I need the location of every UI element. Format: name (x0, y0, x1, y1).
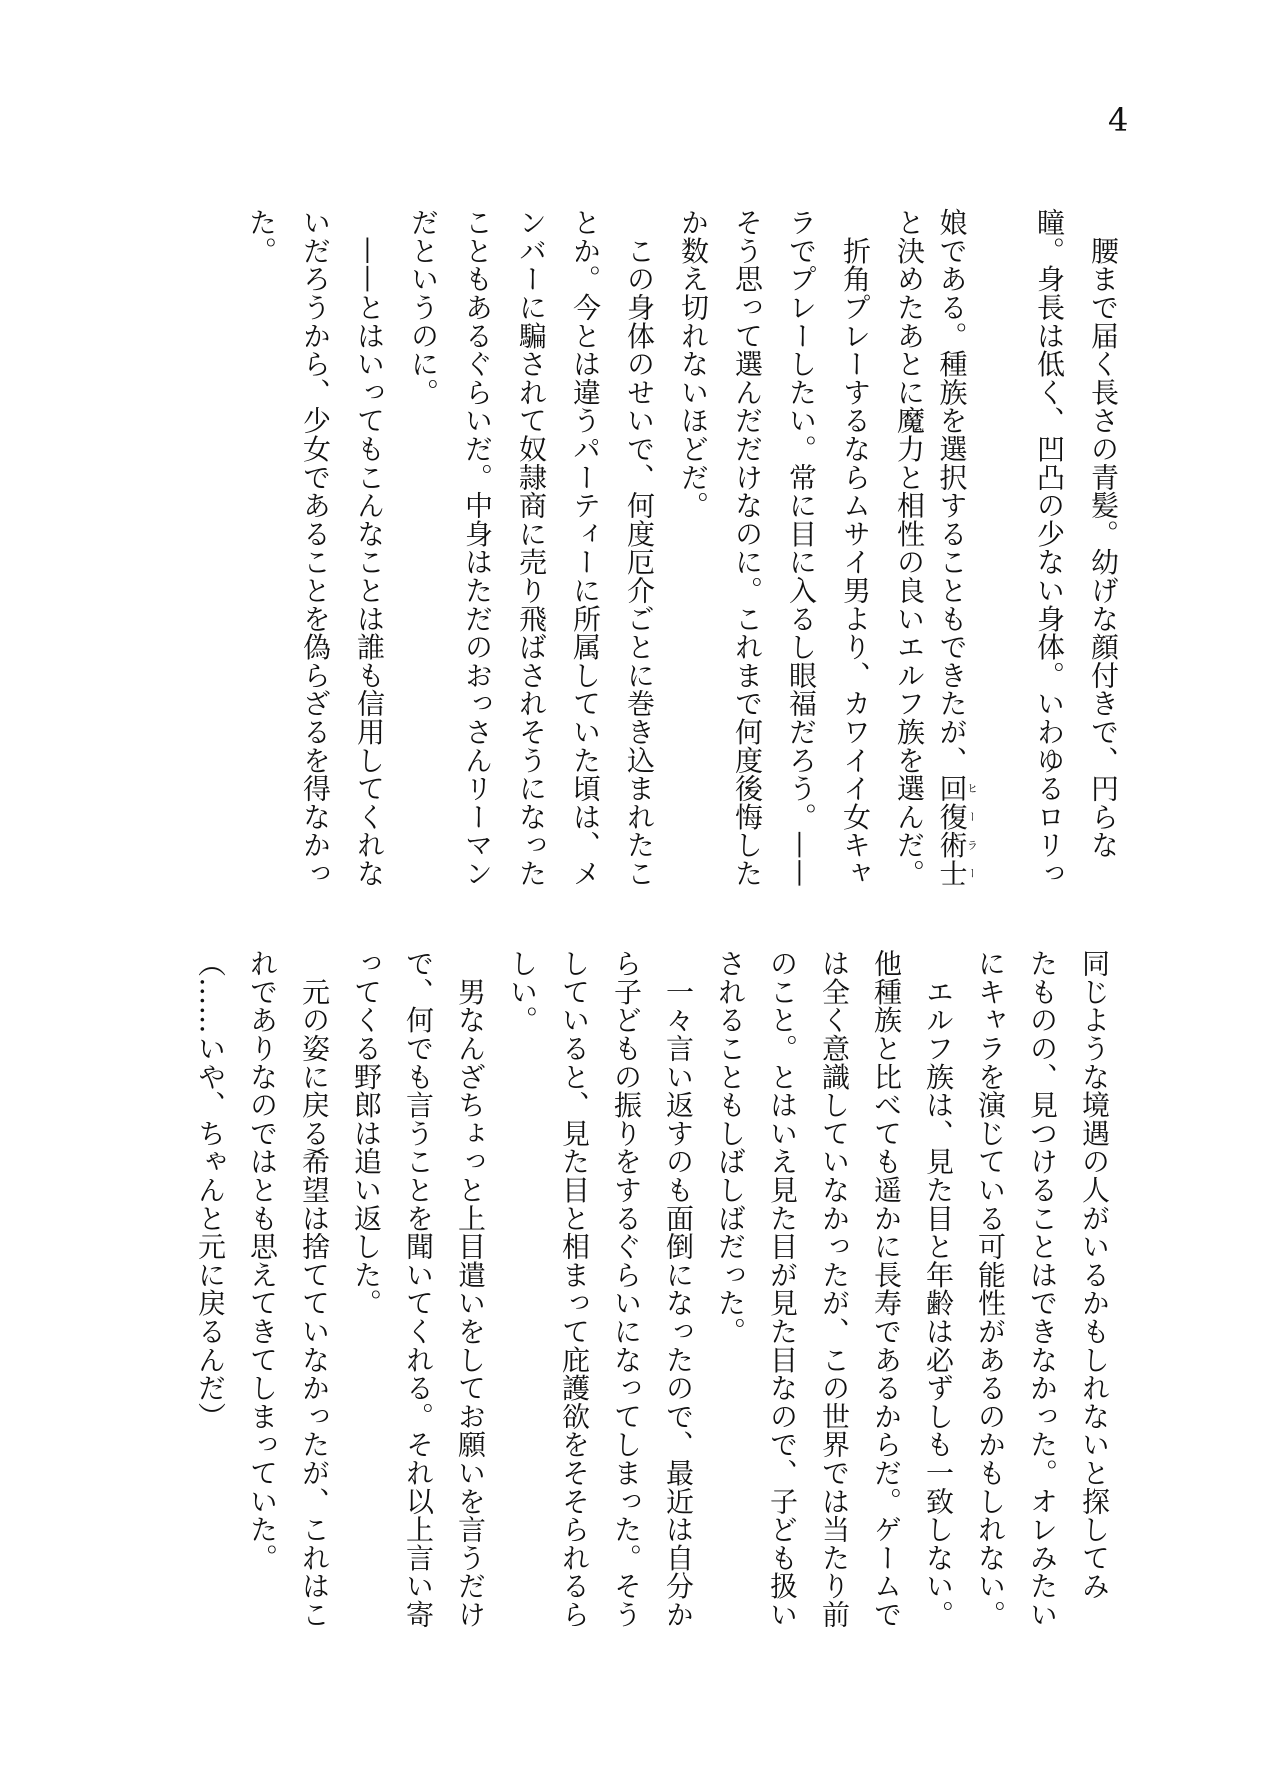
upper-paragraph-line: だというのに。 (407, 208, 440, 407)
upper-paragraph-line: この身体のせいで、何度厄介ごとに巻き込まれたこ (623, 208, 656, 888)
upper-paragraph-line: いだろうから、少女であることを偽らざるを得なかっ (299, 208, 332, 888)
lower-paragraph-line: されることもしばしばだった。 (714, 949, 747, 1346)
lower-paragraph-line: 元の姿に戻る希望は捨てていなかったが、これはこ (298, 949, 331, 1629)
line-text: 娘である。種族を選択することもできたが、 (935, 208, 969, 774)
ruby-annotation: 回復術士ヒーラー (935, 774, 979, 888)
upper-paragraph-line: ンバーに騙されて奴隷商に売り飛ばされそうになった (515, 208, 548, 888)
upper-paragraph-line: とか。今とは違うパーティーに所属していた頃は、メ (569, 208, 602, 888)
lower-paragraph-line: していると、見た目と相まって庇護欲をそそられるら (558, 949, 591, 1629)
upper-paragraph-line (935, 208, 979, 888)
lower-paragraph-line: 同じような境遇の人がいるかもしれないと探してみ (1078, 949, 1111, 1600)
lower-paragraph-line: ってくる野郎は追い返した。 (350, 949, 383, 1317)
upper-paragraph-line: 折角プレーするならムサイ男より、カワイイ女キャ (839, 208, 872, 888)
lower-paragraph-line: は全く意識していなかったが、この世界では当たり前 (818, 949, 851, 1629)
upper-paragraph-line: と決めたあとに魔力と相性の良いエルフ族を選んだ。 (893, 208, 926, 888)
page-number: 4 (1108, 101, 1129, 139)
upper-paragraph-line: た。 (245, 208, 278, 265)
upper-paragraph-line: そう思って選んだだけなのに。これまで何度後悔した (731, 208, 764, 888)
lower-paragraph-line: 一々言い返すのも面倒になったので、最近は自分か (662, 949, 695, 1629)
lower-paragraph-line: 男なんざちょっと上目遣いをしてお願いを言うだけ (454, 949, 487, 1629)
lower-paragraph-line: ら子どもの振りをするぐらいになってしまった。そう (610, 949, 643, 1629)
lower-paragraph-line: エルフ族は、見た目と年齢は必ずしも一致しない。 (922, 949, 955, 1629)
lower-paragraph-line: たものの、見つけることはできなかった。オレみたい (1026, 949, 1059, 1629)
upper-paragraph-line: ラでプレーしたい。常に目に入るし眼福だろう。—— (785, 208, 818, 888)
upper-paragraph-line: 腰まで届く長さの青髪。幼げな顔付きで、円らな (1087, 208, 1120, 859)
lower-paragraph-line: （……いや、ちゃんと元に戻るんだ） (194, 949, 227, 1431)
upper-paragraph-line: か数え切れないほどだ。 (677, 208, 710, 520)
upper-paragraph-line: こともあるぐらいだ。中身はただのおっさんリーマン (461, 208, 494, 888)
lower-paragraph-line: で、何でも言うことを聞いてくれる。それ以上言い寄 (402, 949, 435, 1629)
lower-paragraph-line: れでありなのではとも思えてきてしまっていた。 (246, 949, 279, 1572)
upper-paragraph-line: 瞳。身長は低く、凹凸の少ない身体。いわゆるロリっ (1033, 208, 1066, 888)
upper-paragraph-line: ——とはいってもこんなことは誰も信用してくれな (353, 208, 386, 888)
lower-paragraph-line: にキャラを演じている可能性があるのかもしれない。 (974, 949, 1007, 1629)
lower-paragraph-line: 他種族と比べても遥かに長寿であるからだ。ゲームで (870, 949, 903, 1629)
lower-paragraph-line: しい。 (506, 949, 539, 1034)
lower-paragraph-line: のこと。とはいえ見た目が見た目なので、子ども扱い (766, 949, 799, 1629)
